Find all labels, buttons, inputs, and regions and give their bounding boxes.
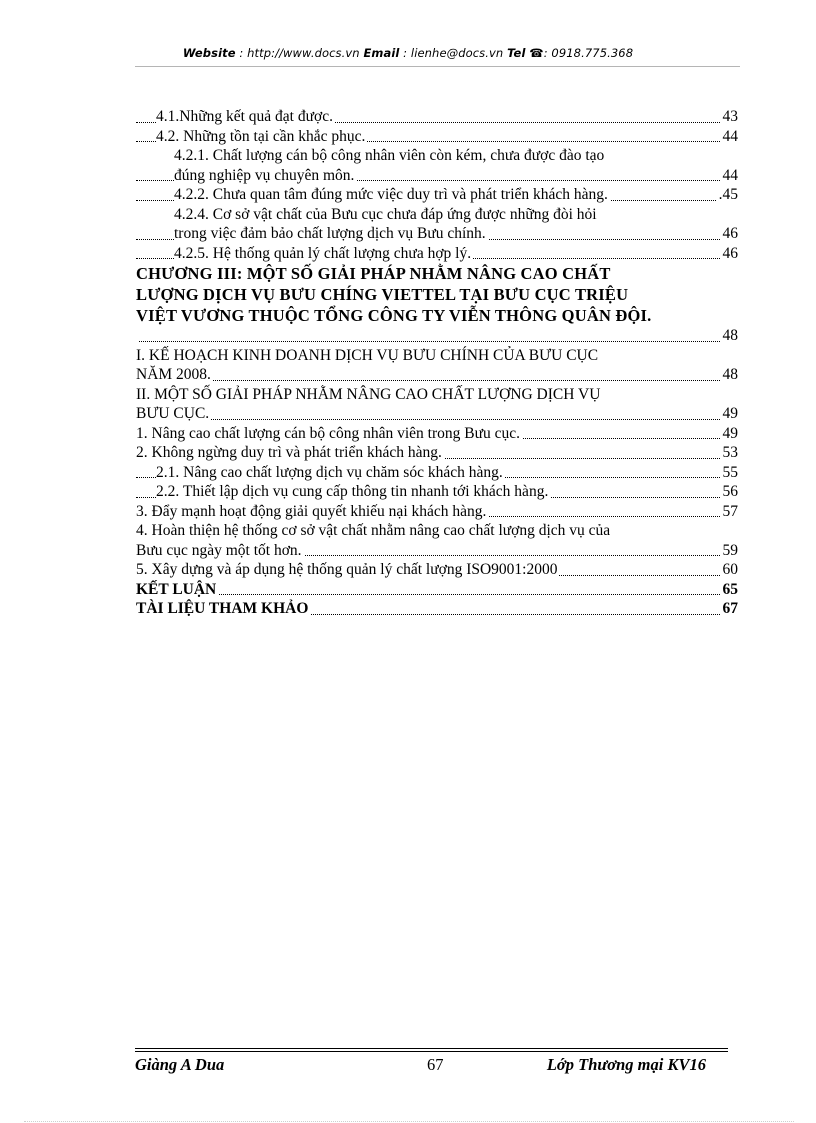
toc-page: 43 bbox=[722, 108, 738, 125]
footer-page-number: 67 bbox=[427, 1055, 444, 1074]
toc-entry: Bưu cục ngày một tốt hơn. 59 bbox=[136, 541, 738, 559]
page-footer bbox=[135, 1055, 728, 1077]
email-label: Email bbox=[363, 46, 400, 60]
toc-page: .45 bbox=[718, 186, 738, 203]
toc-page: 55 bbox=[722, 463, 738, 481]
toc-entry: 2. Không ngừng duy trì và phát triển khách hàng. 53 bbox=[136, 444, 738, 461]
toc-entry: 4.2.2. Chưa quan tâm đúng mức việc duy trì và phát triển khách hàng. .45 bbox=[136, 185, 738, 205]
toc-entry: 4.2.4. Cơ sở vật chất của Bưu cục chưa đáp ứng được những đòi hỏi bbox=[174, 205, 597, 223]
toc-entry: II. MỘT SỐ GIẢI PHÁP NHẰM NÂNG CAO CHẤT LƯỢNG DỊCH VỤ bbox=[136, 385, 601, 403]
toc-entry: 1. Nâng cao chất lượng cán bộ công nhân viên trong Bưu cục. 49 bbox=[136, 424, 738, 442]
toc-page: 48 bbox=[722, 327, 738, 344]
toc-entry: KẾT LUẬN 65 bbox=[136, 580, 738, 598]
toc-entry bbox=[136, 326, 738, 346]
chapter-heading: CHƯƠNG III: MỘT SỐ GIẢI PHÁP NHẰM NÂNG CAO CHẤT bbox=[136, 264, 611, 283]
website-label: Website bbox=[182, 46, 236, 60]
toc-page: 65 bbox=[722, 580, 738, 598]
toc-entry: 3. Đẩy mạnh hoạt động giải quyết khiếu nại khách hàng. 57 bbox=[136, 502, 738, 520]
toc-page: 46 bbox=[722, 225, 738, 242]
tel-value: : 0918.775.368 bbox=[543, 46, 634, 60]
tel-label: Tel bbox=[507, 46, 526, 60]
toc-entry: 4.2.5. Hệ thống quản lý chất lượng chưa hợp lý. 46 bbox=[136, 244, 738, 264]
phone-icon: ☎ bbox=[529, 46, 544, 60]
toc-page: 67 bbox=[722, 600, 738, 617]
footer-author: Giàng A Dua bbox=[135, 1055, 225, 1074]
toc-page: 48 bbox=[722, 366, 738, 383]
toc-entry: 4.1.Những kết quả đạt được. 43 bbox=[136, 107, 738, 127]
toc-entry: 4.2.1. Chất lượng cán bộ công nhân viên còn kém, chưa được đào tạo bbox=[174, 147, 605, 164]
toc-entry: I. KẾ HOẠCH KINH DOANH DỊCH VỤ BƯU CHÍNH CỦA BƯU CỤC bbox=[136, 346, 599, 364]
toc-entry: 2.1. Nâng cao chất lượng dịch vụ chăm sóc khách hàng. 55 bbox=[136, 463, 738, 483]
footer-divider bbox=[135, 1048, 728, 1049]
toc-page: 53 bbox=[722, 444, 738, 461]
toc-page: 49 bbox=[722, 424, 738, 442]
toc-entry: 5. Xây dựng và áp dụng hệ thống quản lý chất lượng ISO9001:2000 60 bbox=[136, 561, 738, 578]
toc-page: 59 bbox=[722, 541, 738, 559]
chapter-heading: VIỆT VƯƠNG THUỘC TỔNG CÔNG TY VIỄN THÔNG QUÂN ĐỘI. bbox=[136, 306, 652, 325]
footer-divider bbox=[135, 1051, 728, 1052]
chapter-heading: LƯỢNG DỊCH VỤ BƯU CHÍNG VIETTEL TẠI BƯU CỤC TRIỆU bbox=[136, 285, 629, 304]
toc-page: 56 bbox=[722, 483, 738, 500]
toc-entry: 4.2. Những tồn tại cần khắc phục. 44 bbox=[136, 127, 738, 147]
toc-page: 44 bbox=[722, 166, 738, 184]
toc-entry: NĂM 2008. 48 bbox=[136, 366, 738, 383]
header-divider bbox=[135, 66, 740, 67]
toc-page: 57 bbox=[722, 502, 738, 520]
toc-entry: 2.2. Thiết lập dịch vụ cung cấp thông tin nhanh tới khách hàng. 56 bbox=[136, 482, 738, 502]
page-edge bbox=[24, 1121, 794, 1122]
toc-entry: đúng nghiệp vụ chuyên môn. 44 bbox=[136, 166, 738, 186]
footer-class: Lớp Thương mại KV16 bbox=[546, 1055, 706, 1074]
toc-page: 49 bbox=[722, 405, 738, 422]
toc-page: 60 bbox=[722, 561, 738, 578]
toc-page: 46 bbox=[722, 244, 738, 262]
table-of-contents bbox=[136, 107, 738, 619]
toc-entry: TÀI LIỆU THAM KHẢO 67 bbox=[136, 600, 738, 617]
page-header bbox=[0, 46, 816, 60]
website-value: : http://www.docs.vn bbox=[235, 46, 364, 60]
toc-entry: 4. Hoàn thiện hệ thống cơ sở vật chất nhằm nâng cao chất lượng dịch vụ của bbox=[136, 522, 611, 539]
email-value: : lienhe@docs.vn bbox=[399, 46, 508, 60]
toc-entry: BƯU CỤC. 49 bbox=[136, 405, 738, 422]
toc-page: 44 bbox=[722, 127, 738, 145]
toc-entry: trong việc đảm bảo chất lượng dịch vụ Bưu chính. 46 bbox=[136, 224, 738, 244]
